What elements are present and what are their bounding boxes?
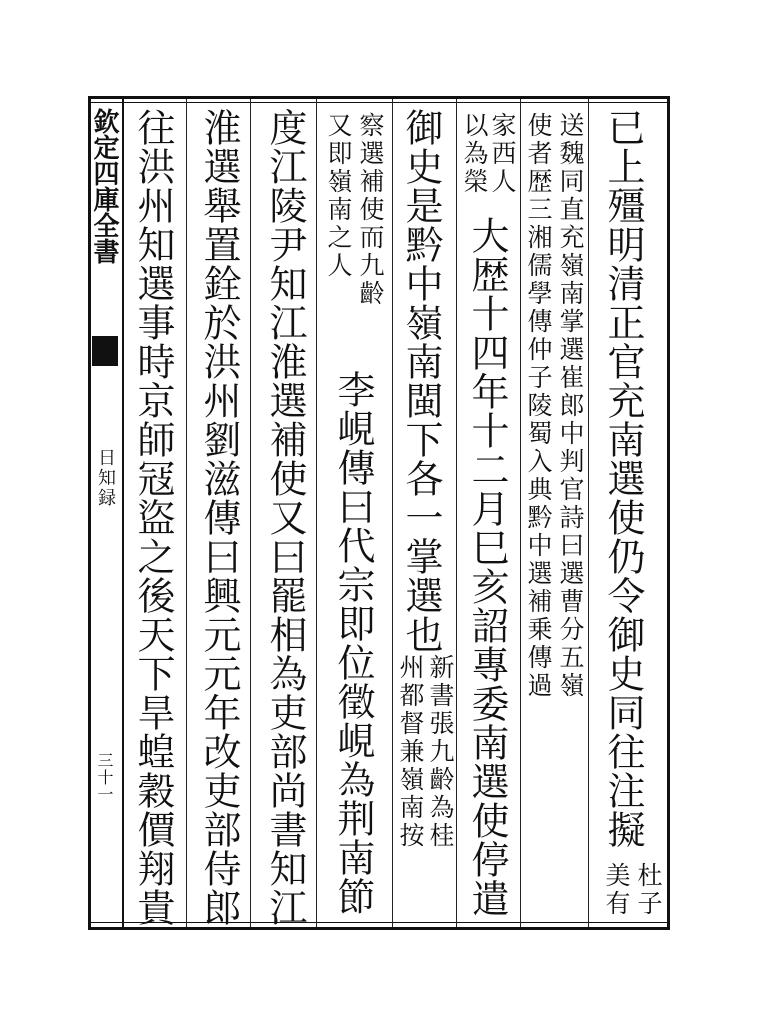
text-column-4: 御史是黔中嶺南閩下各一掌選也 xyxy=(399,108,443,654)
text-column-5: 李峴傳曰代宗即位徵峴為荆南節 xyxy=(331,370,375,916)
top-rule xyxy=(88,102,670,103)
column-rule xyxy=(456,99,457,927)
fish-tail-mark-icon xyxy=(92,336,118,366)
column-rule xyxy=(250,99,251,927)
column-rule xyxy=(588,99,589,927)
text-column-6: 度江陵尹知江淮選補使又曰罷相為吏部尚書知江 xyxy=(263,108,307,927)
bottom-rule xyxy=(88,922,670,923)
margin-title: 欽定四庫全書 xyxy=(89,108,119,264)
column-rule xyxy=(392,99,393,927)
note-column-4-right: 新書張九齡為桂 xyxy=(426,654,455,850)
note-column-2-right: 送魏同直充嶺南掌選崔郎中判官詩曰選曹分五嶺 xyxy=(556,112,585,700)
note-column-3-left: 以為榮 xyxy=(460,112,489,196)
note-column-1-right: 杜子 xyxy=(634,862,663,918)
text-column-1: 已上殭明清正官充南選使仍令御史同往注擬 xyxy=(601,108,645,849)
margin-divider xyxy=(122,99,124,927)
column-rule xyxy=(520,99,521,927)
text-column-8: 往洪州知選事時京師冦盜之後天下旱蝗穀價翔貴 xyxy=(131,108,175,927)
text-column-3: 大歴十四年十二月巳亥詔專委南選使停遣 xyxy=(465,216,509,918)
margin-page-number: 三十一 xyxy=(95,752,114,803)
note-column-5-right: 察選補使而九齡 xyxy=(356,112,385,308)
column-rule xyxy=(316,99,317,927)
note-column-2-left: 使者歴三湘儒學傳仲子陵蜀入典黔中選補乗傳過 xyxy=(524,112,553,700)
note-column-1-left: 美有 xyxy=(602,862,631,918)
note-column-4-left: 州都督兼嶺南按 xyxy=(396,654,425,850)
margin-book-title: 日知録 xyxy=(95,448,116,508)
text-column-7: 淮選舉置銓於洪州劉滋傳曰興元元年改吏部侍郎 xyxy=(197,108,241,927)
note-column-5-left: 又即嶺南之人 xyxy=(324,112,353,280)
column-rule xyxy=(186,99,187,927)
note-column-3-right: 家西人 xyxy=(488,112,517,196)
